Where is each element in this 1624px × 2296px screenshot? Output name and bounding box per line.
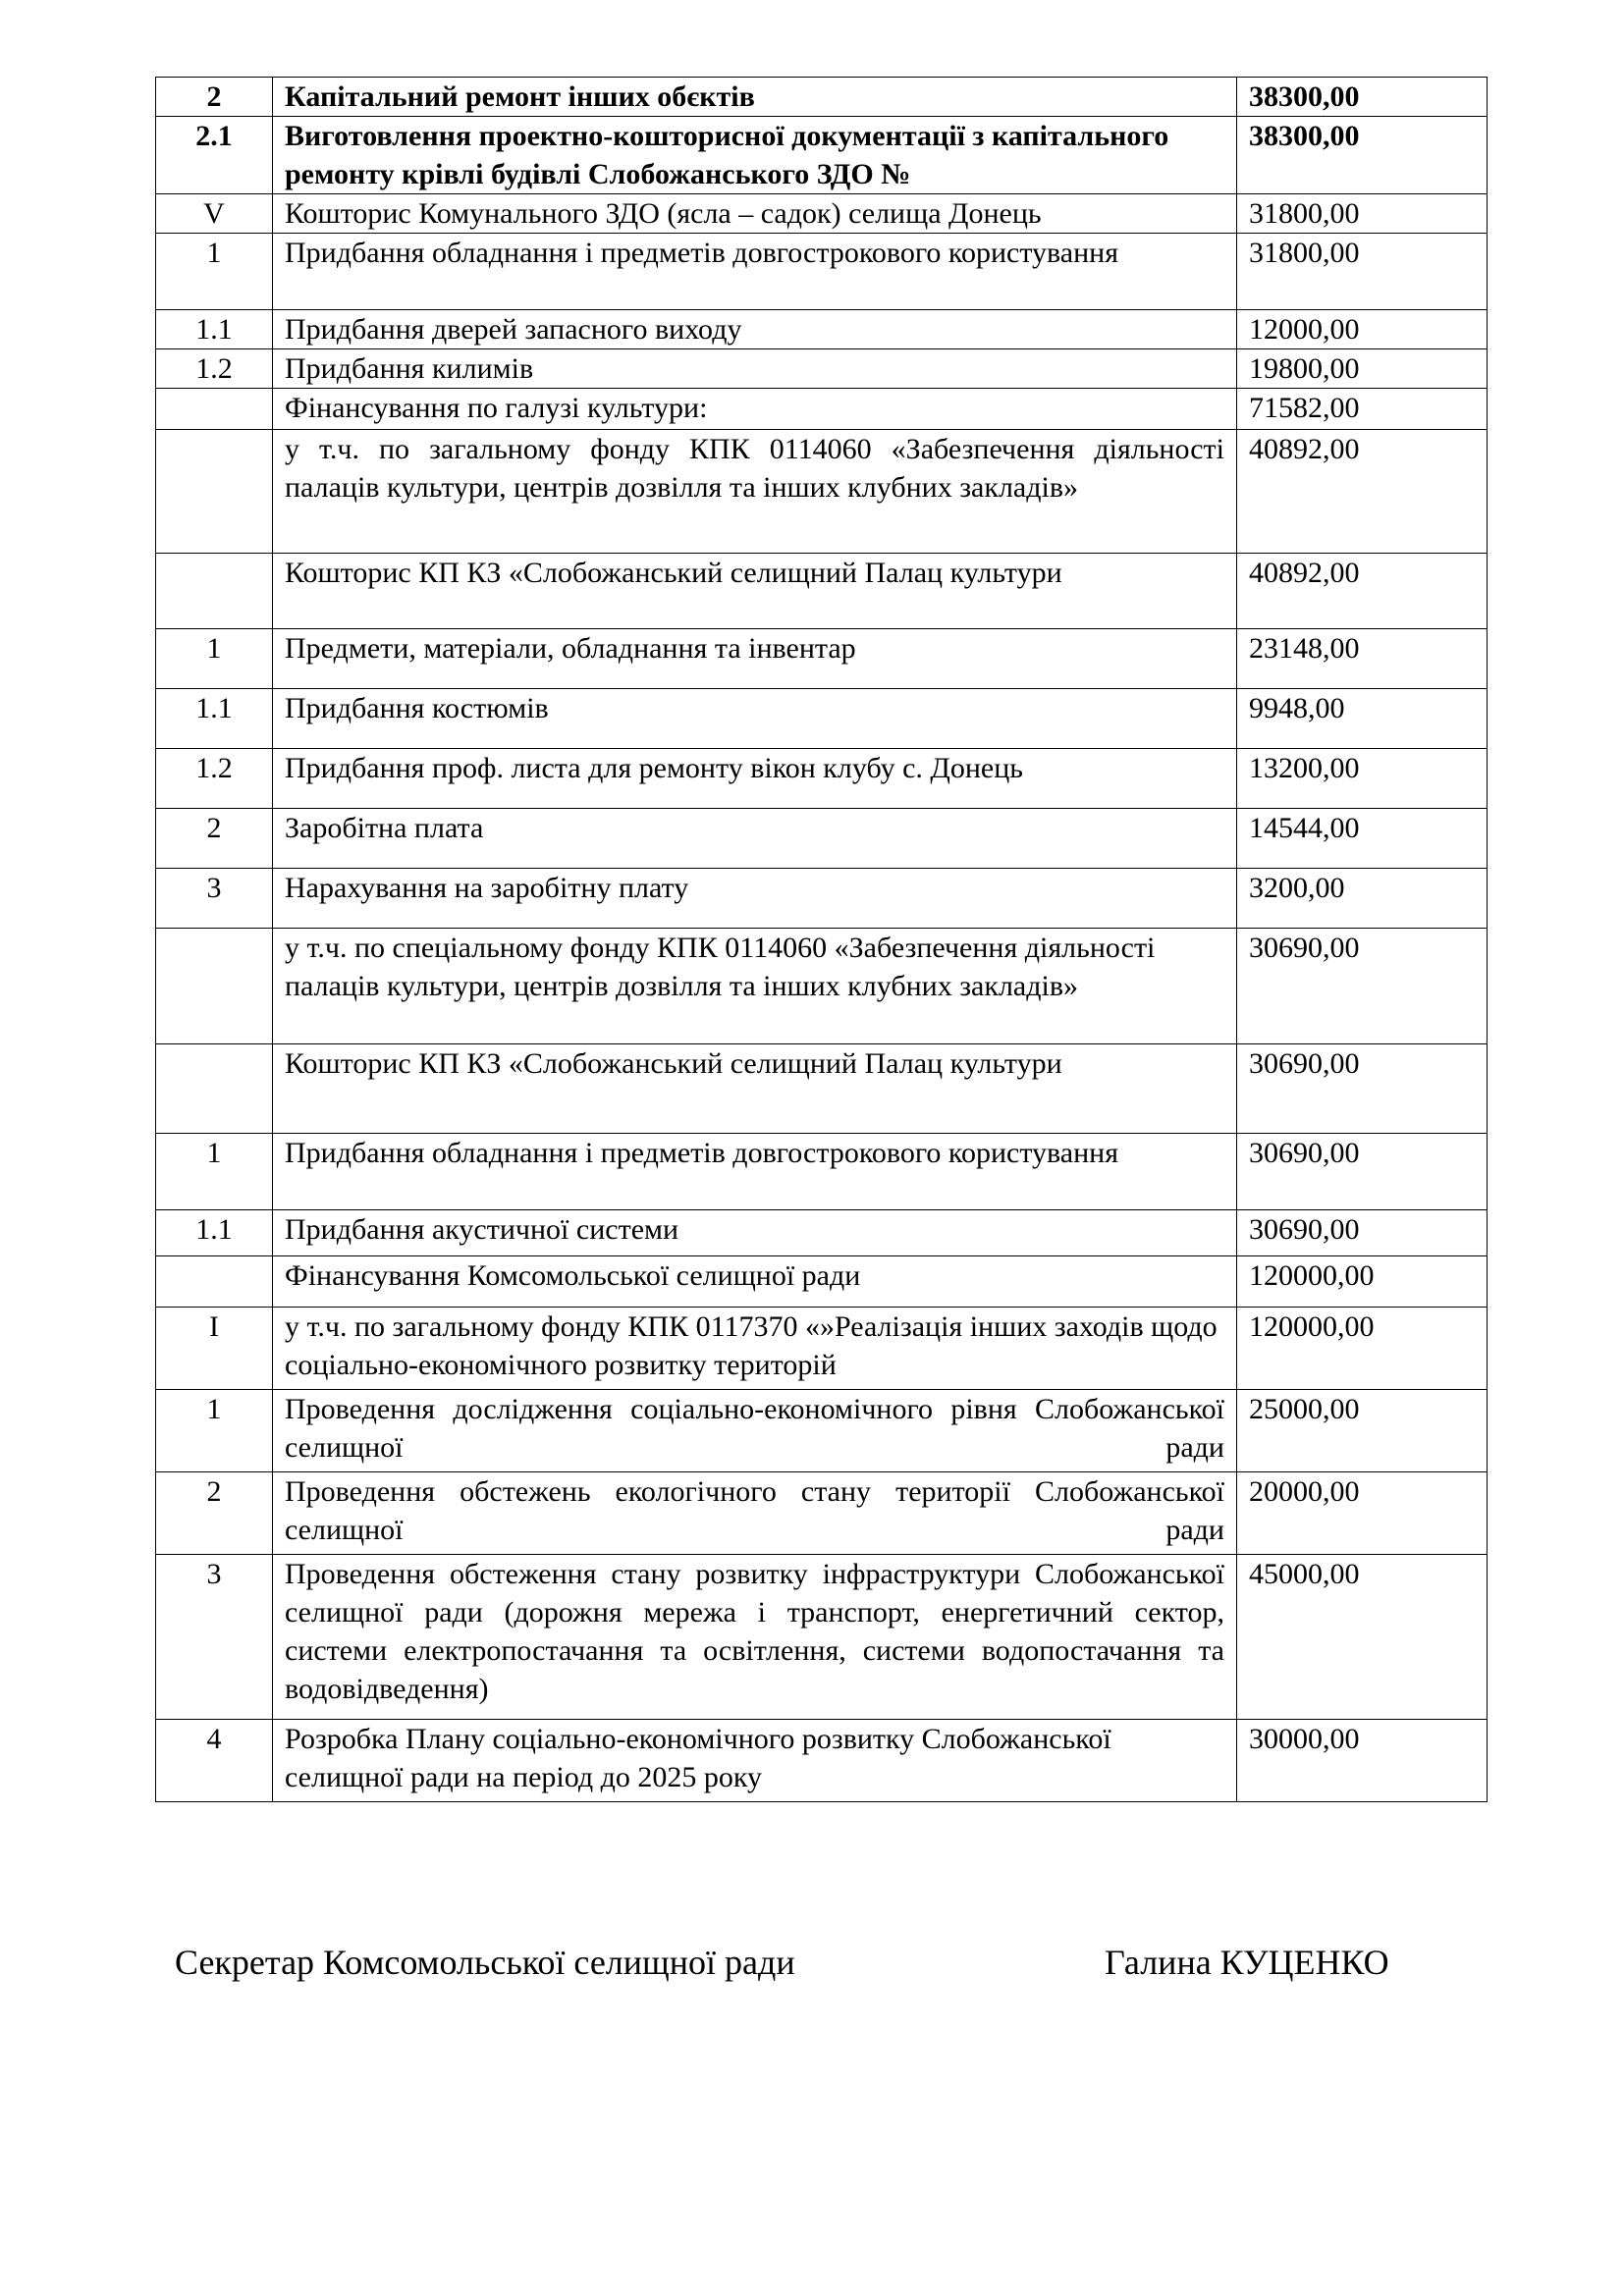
row-amount: 38300,00 [1237, 78, 1488, 117]
row-number: 3 [156, 869, 273, 929]
table-row [156, 629, 1488, 689]
table-row [156, 310, 1488, 349]
table-row [156, 234, 1488, 310]
row-amount: 30690,00 [1237, 1134, 1488, 1210]
row-number: 1.1 [156, 310, 273, 349]
row-number: I [156, 1308, 273, 1390]
row-description: Придбання дверей запасного виходу [273, 310, 1237, 349]
row-number: 1.1 [156, 1210, 273, 1256]
row-amount: 9948,00 [1237, 689, 1488, 749]
table-row [156, 689, 1488, 749]
table-row [156, 929, 1488, 1044]
table-row [156, 749, 1488, 809]
row-description: Кошторис КП КЗ «Слобожанський селищний Палац культури [273, 1044, 1237, 1134]
row-description: Фінансування Комсомольської селищної ради [273, 1256, 1237, 1308]
row-amount: 23148,00 [1237, 629, 1488, 689]
row-amount: 31800,00 [1237, 234, 1488, 310]
table-row [156, 194, 1488, 234]
row-amount: 31800,00 [1237, 194, 1488, 234]
row-description: Придбання килимів [273, 349, 1237, 389]
row-amount: 120000,00 [1237, 1256, 1488, 1308]
row-description: Придбання акустичної системи [273, 1210, 1237, 1256]
row-number [156, 389, 273, 430]
row-number: 1 [156, 1134, 273, 1210]
row-amount: 3200,00 [1237, 869, 1488, 929]
row-number: 1.2 [156, 749, 273, 809]
row-amount: 30690,00 [1237, 1044, 1488, 1134]
budget-table [155, 77, 1488, 1802]
row-description: Капітальний ремонт інших обєктів [273, 78, 1237, 117]
row-amount: 120000,00 [1237, 1308, 1488, 1390]
table-row [156, 1256, 1488, 1308]
row-description: у т.ч. по спеціальному фонду КПК 0114060 «Забезпечення діяльності палаців культури, центрів дозвілля та інших клубних закладів» [273, 929, 1237, 1044]
table-row [156, 1044, 1488, 1134]
row-number: 4 [156, 1720, 273, 1802]
row-number: 1.2 [156, 349, 273, 389]
row-description: Придбання проф. листа для ремонту вікон клубу с. Донець [273, 749, 1237, 809]
row-amount: 30000,00 [1237, 1720, 1488, 1802]
table-row [156, 809, 1488, 869]
row-description: Розробка Плану соціально-економічного розвитку Слобожанської селищної ради на період до 2025 року [273, 1720, 1237, 1802]
row-description: Нарахування на заробітну плату [273, 869, 1237, 929]
table-row [156, 869, 1488, 929]
row-description: Придбання обладнання і предметів довгострокового користування [273, 1134, 1237, 1210]
row-description: у т.ч. по загальному фонду КПК 0114060 «Забезпечення діяльності палаців культури, центрів дозвілля та інших клубних закладів» [273, 430, 1237, 554]
signatory-title: Секретар Комсомольської селищної ради [175, 1943, 795, 1982]
row-number [156, 1256, 273, 1308]
row-number: 2.1 [156, 117, 273, 194]
table-row [156, 430, 1488, 554]
table-row [156, 1210, 1488, 1256]
table-row [156, 1720, 1488, 1802]
row-description: Заробітна плата [273, 809, 1237, 869]
row-description: Придбання костюмів [273, 689, 1237, 749]
row-number: 1 [156, 1390, 273, 1472]
row-description: Проведення дослідження соціально-економічного рівня Слобожанської селищної ради [273, 1390, 1237, 1472]
row-amount: 30690,00 [1237, 1210, 1488, 1256]
row-description: Предмети, матеріали, обладнання та інвентар [273, 629, 1237, 689]
row-description: Проведення обстеження стану розвитку інфраструктури Слобожанської селищної ради (дорожня мережа і транспорт, енергетичний сектор, системи електропостачання та освітлення, системи водопостачання та водовідведення) [273, 1555, 1237, 1720]
row-number: 3 [156, 1555, 273, 1720]
table-row [156, 117, 1488, 194]
row-amount: 30690,00 [1237, 929, 1488, 1044]
row-amount: 25000,00 [1237, 1390, 1488, 1472]
table-row [156, 554, 1488, 629]
row-number [156, 1044, 273, 1134]
row-description: Кошторис Комунального ЗДО (ясла – садок) селища Донець [273, 194, 1237, 234]
signatory-name: Галина КУЦЕНКО [1105, 1943, 1389, 1982]
row-amount: 12000,00 [1237, 310, 1488, 349]
row-number: 1.1 [156, 689, 273, 749]
row-number: 1 [156, 234, 273, 310]
table-row [156, 1308, 1488, 1390]
table-row [156, 78, 1488, 117]
row-number [156, 554, 273, 629]
row-amount: 40892,00 [1237, 554, 1488, 629]
table-row [156, 1390, 1488, 1472]
row-amount: 38300,00 [1237, 117, 1488, 194]
row-amount: 20000,00 [1237, 1472, 1488, 1555]
row-description: у т.ч. по загальному фонду КПК 0117370 «»Реалізація інших заходів щодо соціально-економічного розвитку територій [273, 1308, 1237, 1390]
row-description: Фінансування по галузі культури: [273, 389, 1237, 430]
table-row [156, 1472, 1488, 1555]
table-row [156, 1555, 1488, 1720]
row-number: 2 [156, 78, 273, 117]
row-amount: 19800,00 [1237, 349, 1488, 389]
row-number [156, 430, 273, 554]
row-number [156, 929, 273, 1044]
row-amount: 71582,00 [1237, 389, 1488, 430]
row-description: Виготовлення проектно-кошторисної документації з капітального ремонту крівлі будівлі Слобожанського ЗДО № [273, 117, 1237, 194]
row-number: 2 [156, 809, 273, 869]
table-row [156, 349, 1488, 389]
row-amount: 14544,00 [1237, 809, 1488, 869]
row-description: Придбання обладнання і предметів довгострокового користування [273, 234, 1237, 310]
row-number: V [156, 194, 273, 234]
row-amount: 40892,00 [1237, 430, 1488, 554]
row-number: 1 [156, 629, 273, 689]
row-description: Кошторис КП КЗ «Слобожанський селищний Палац культури [273, 554, 1237, 629]
budget-table-body [156, 78, 1488, 1802]
row-amount: 45000,00 [1237, 1555, 1488, 1720]
table-row [156, 389, 1488, 430]
row-number: 2 [156, 1472, 273, 1555]
row-amount: 13200,00 [1237, 749, 1488, 809]
row-description: Проведення обстежень екологічного стану території Слобожанської селищної ради [273, 1472, 1237, 1555]
table-row [156, 1134, 1488, 1210]
